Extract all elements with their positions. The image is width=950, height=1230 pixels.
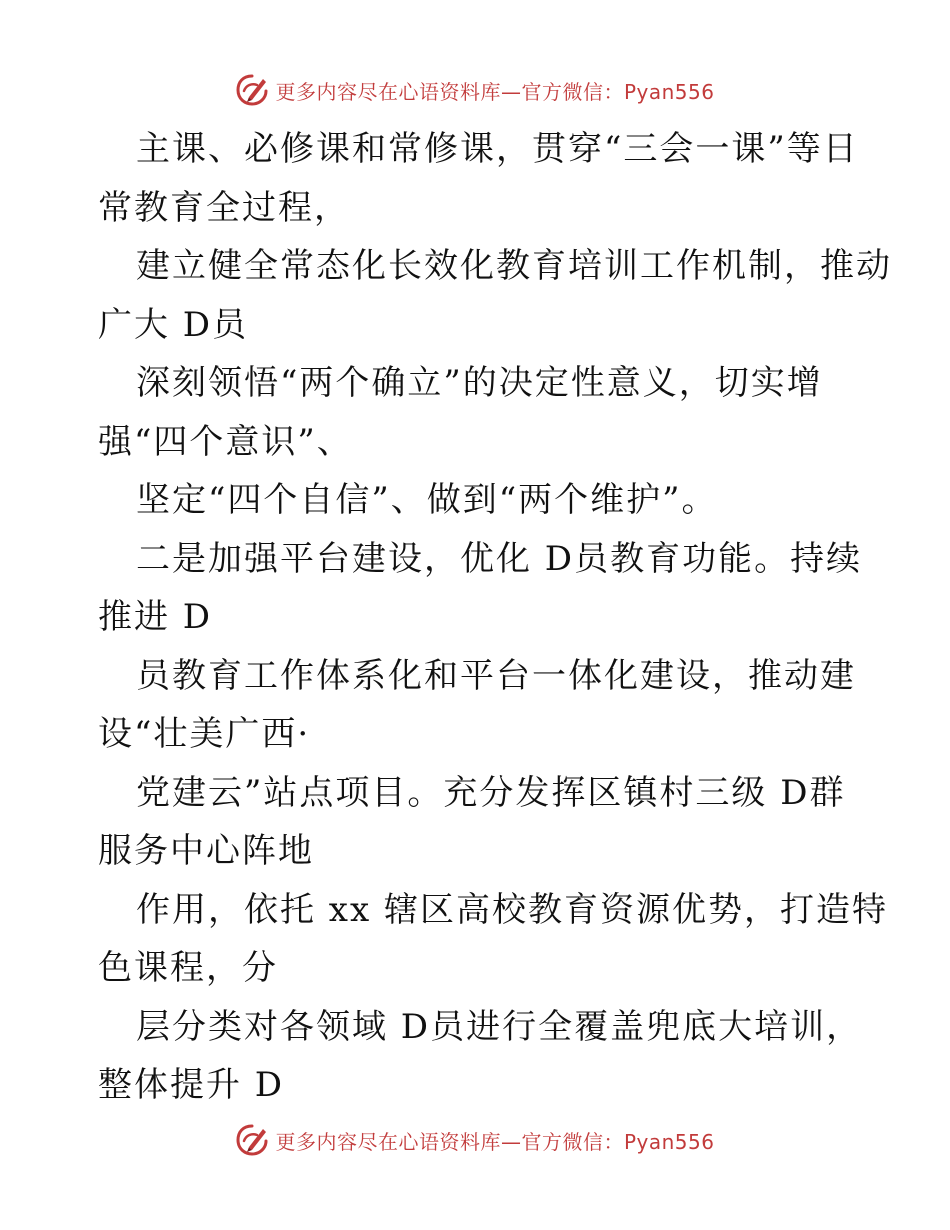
body-text <box>98 120 892 1115</box>
text-line: 主课、必修课和常修课，贯穿“三会一课”等日 <box>136 129 859 169</box>
footer-banner-text: 更多内容尽在心语资料库—官方微信：Pyan556 <box>275 1129 715 1154</box>
text-line: 作用，依托 xx 辖区高校教育资源优势，打造特 <box>136 889 888 930</box>
text-line: 坚定“四个自信”、做到“两个维护”。 <box>136 480 718 520</box>
text-line: 色课程，分 <box>98 948 278 988</box>
text-line: 推进 D <box>98 597 213 637</box>
text-line: 党建云”站点项目。充分发挥区镇村三级 D群 <box>136 772 846 813</box>
red-pen-swirl-icon <box>235 73 269 107</box>
text-line: 服务中心阵地 <box>98 831 314 871</box>
header-banner <box>0 70 950 110</box>
header-banner-text: 更多内容尽在心语资料库—官方微信：Pyan556 <box>275 79 715 104</box>
text-line: 常教育全过程， <box>98 187 350 228</box>
text-line: 二是加强平台建设，优化 D员教育功能。持续 <box>136 538 863 579</box>
text-line: 建立健全常态化长效化教育培训工作机制，推动 <box>136 246 892 286</box>
text-line: 深刻领悟“两个确立”的决定性意义，切实增 <box>136 363 823 403</box>
text-line: 强“四个意识”、 <box>98 421 353 462</box>
text-line: 整体提升 D <box>98 1065 285 1105</box>
text-line: 员教育工作体系化和平台一体化建设，推动建 <box>136 655 856 696</box>
text-line: 层分类对各领域 D员进行全覆盖兜底大培训， <box>136 1006 863 1047</box>
red-pen-swirl-icon <box>235 1123 269 1157</box>
text-line: 广大 D员 <box>98 304 249 345</box>
text-line: 设“壮美广西· <box>98 714 311 754</box>
footer-banner <box>0 1120 950 1160</box>
